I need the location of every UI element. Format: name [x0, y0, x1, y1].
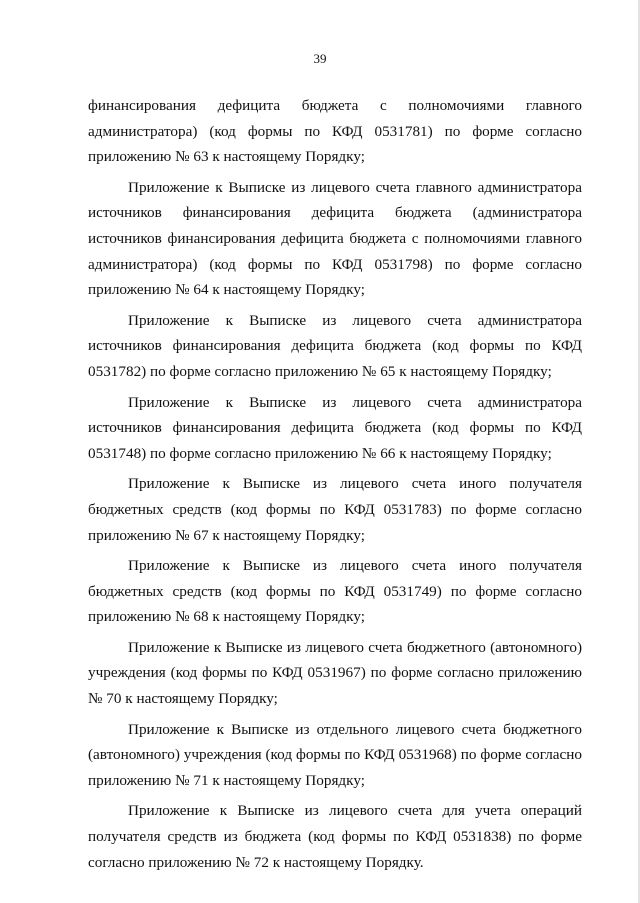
paragraph-appendix-72: Приложение к Выписке из лицевого счета для учета операций получателя средств из бюджета (код формы по КФД 0531838) по форме согласно приложению № 72 к настоящему Порядку. [88, 802, 582, 871]
paragraph-appendix-70: Приложение к Выписке из лицевого счета бюджетного (автономного) учреждения (код формы по КФД 0531967) по форме согласно приложению № 70 к настоящему Порядку; [88, 638, 582, 708]
paragraph-appendix-65: Приложение к Выписке из лицевого счета администратора источников финансирования дефицита бюджета (код формы по КФД 0531782) по форме согласно приложению № 65 к настоящему Порядку; [88, 311, 582, 380]
page-number: 39 [313, 51, 327, 66]
paragraph-appendix-64: Приложение к Выписке из лицевого счета главного администратора источников финансирования дефицита бюджета (администратора источников финансирования дефицита бюджета с полномочиями главного администратора) (код формы по КФД 0531798) по форме согласно приложению № 64 к настоящему Порядку; [88, 178, 582, 299]
document-body [88, 93, 582, 875]
paragraph-appendix-66: Приложение к Выписке из лицевого счета администратора источников финансирования дефицита бюджета (код формы по КФД 0531748) по форме согласно приложению № 66 к настоящему Порядку; [88, 393, 582, 462]
paragraph-appendix-67: Приложение к Выписке из лицевого счета иного получателя бюджетных средств (код формы по КФД 0531783) по форме согласно приложению № 67 к настоящему Порядку; [88, 475, 582, 544]
paragraph-appendix-68: Приложение к Выписке из лицевого счета иного получателя бюджетных средств (код формы по КФД 0531749) по форме согласно приложению № 68 к настоящему Порядку; [88, 557, 582, 626]
paragraph-appendix-71: Приложение к Выписке из отдельного лицевого счета бюджетного (автономного) учреждения (код формы по КФД 0531968) по форме согласно приложению № 71 к настоящему Порядку; [88, 720, 582, 789]
paragraph-continuation: финансирования дефицита бюджета с полномочиями главного администратора) (код формы по КФД 0531781) по форме согласно приложению № 63 к настоящему Порядку; [88, 97, 582, 166]
